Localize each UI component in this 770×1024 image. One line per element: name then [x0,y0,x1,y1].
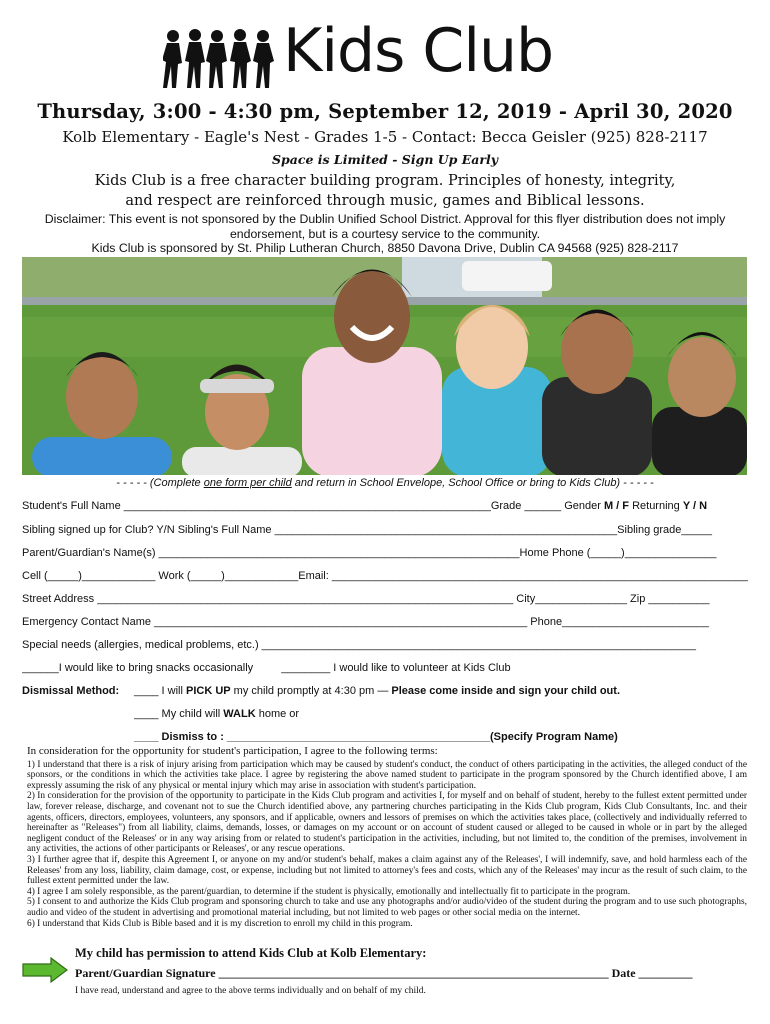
volunteer-option[interactable]: ________ I would like to volunteer at Kids Club [281,662,511,674]
sibling-line[interactable]: Sibling signed up for Club? Y/N Sibling's Full Name ________________________________________________________Sibling grade_____ [22,524,712,536]
dismissal-line [22,685,748,697]
address-line[interactable]: Street Address ____________________________________________________________________ City_______________ Zip __________ [22,593,710,605]
walk-option[interactable] [134,708,744,720]
form-instructions [0,477,770,489]
right-arrow-icon [22,957,68,983]
pickup-post: Please come inside and sign your child out. [391,685,621,697]
options-line [22,662,748,674]
terms-intro: In consideration for the opportunity for student's participation, I agree to the following terms: [27,745,438,757]
permission-statement: My child has permission to attend Kids Club at Kolb Elementary: [75,946,427,960]
emergency-contact-line[interactable]: Emergency Contact Name _____________________________________________________________ Phone________________________ [22,616,709,628]
signature-line[interactable]: Parent/Guardian Signature _________________________________________________________________ Date _________ [75,966,693,980]
instructions-emphasis: one form per child [203,477,292,489]
pickup-bold: PICK UP [185,685,231,697]
event-subline: Kolb Elementary - Eagle's Nest - Grades 1-5 - Contact: Becca Geisler (925) 828-2117 [62,128,708,146]
parent-line[interactable]: Parent/Guardian's Name(s) ___________________________________________________________Home Phone (_____)_______________ [22,547,717,559]
logo-text: Kids Club [283,16,554,86]
dismissal-label: Dismissal Method: [22,685,120,697]
contact-line[interactable]: Cell (_____)____________ Work (_____)____________Email: ____________________________________________________________________ [22,570,748,582]
running-children-icon [163,28,281,92]
terms-item: 1) I understand that there is a risk of injury arising from participation which may be caused by student's conduct, the conduct of others participating in the activities, the alleged conduct of the sponsors, or the conditions in which the activities take place. I agree by registering the above named student to participate in the program sponsored by the Church identified above, I am expressly assuming the risk of any physical or mental injury which may arise in association with student's participation. [27,759,747,791]
walk-post: home or [255,708,300,720]
walk-pre: ____ My child will [134,708,224,720]
acknowledgement: I have read, understand and agree to the above terms individually and on behalf of my child. [75,986,426,996]
disclaimer-text: Disclaimer: This event is not sponsored by the Dublin Unified School District. Approval for this flyer distribution does not imply endorsement, but is a courtesy service to the community. [44,212,726,241]
pickup-option[interactable] [134,685,620,697]
student-name-field[interactable]: Student's Full Name ____________________________________________________________Grade ______ Gender [22,500,604,512]
student-name-line[interactable] [22,500,748,512]
kids-group-photo [22,257,747,475]
snacks-option[interactable]: ______I would like to bring snacks occasionally [22,662,254,674]
kids-club-logo [163,16,613,102]
pickup-pre: ____ I will [134,685,186,697]
terms-item: 3) I further agree that if, despite this Agreement I, or anyone on my and/or student's behalf, makes a claim against any of the Releases', I will indemnify, save, and hold harmless each of the Releases' from any loss, liability, claim damage, cost, or expense, including but not limited to attorney's fees and costs, which any of the Releases' may incur as the result of such claim, to the fullest extent permitted under the law. [27,854,747,887]
gender-options[interactable]: M / F [603,500,630,512]
terms-item: 2) In consideration for the provision of the opportunity to participate in the Kids Club program and activities I, for myself and on behalf of student, hereby to the fullest extent permitted under law, forever release, discharge, and covenant not to sue the Church identified above, any partnering churches participating in the Kids Club program, Kids Club Consultants, Inc. and their agents, officers, directors, employees, volunteers, any sponsors, and if applicable, owners and lessors of premises on which the activities takes place, (collectively and individually referred to hereinafter as "Releases") from all liability, claims, demands, losses, or damages on my account or on account of student caused or alleged to be caused in whole or in part by the alleged negligent conduct of the Releases' or in any way arising from or related to student's participation in the activities, including, but not limited to, the condition of the premises, involvement in any activities, the actions of other participants or Releases', or any rescue operations. [27,791,747,855]
special-needs-line[interactable]: Special needs (allergies, medical problems, etc.) _______________________________________________________________________ [22,639,697,651]
instructions-post: and return in School Envelope, School Office or bring to Kids Club) - - - - - [291,477,654,489]
terms-section [27,746,747,929]
program-description: Kids Club is a free character building program. Principles of honesty, integrity, and respect are reinforced through music, games and Biblical lessons. [94,173,676,209]
space-limited-note: Space is Limited - Sign Up Early [272,152,498,167]
disclaimer [0,212,770,256]
dismiss-to-option[interactable]: ____ Dismiss to : ___________________________________________(Specify Program Name) [134,731,618,743]
sponsor-text: Kids Club is sponsored by St. Philip Lutheran Church, 8850 Davona Drive, Dublin CA 94568 (925) 828-2117 [91,241,679,255]
instructions-pre: - - - - - (Complete [116,477,204,489]
returning-label: Returning [629,500,683,512]
returning-options[interactable]: Y / N [682,500,708,512]
terms-item: 4) I agree I am solely responsible, as the parent/guardian, to determine if the student is physically, emotionally and intellectually fit to participate in the program. [27,886,631,897]
walk-bold: WALK [223,708,256,720]
terms-item: 5) I consent to and authorize the Kids Club program and sponsoring church to take and use any photographs and/or audio/video of the student during the program and to use such photographs, audio and video of the student in advertising and promotional material including, but not limited to web pages or other social media on the internet. [27,897,747,918]
event-headline: Thursday, 3:00 - 4:30 pm, September 12, 2019 - April 30, 2020 [37,100,733,123]
pickup-mid: my child promptly at 4:30 pm — [230,685,392,697]
terms-item: 6) I understand that Kids Club is Bible based and it is my discretion to enroll my child in this program. [27,918,413,929]
